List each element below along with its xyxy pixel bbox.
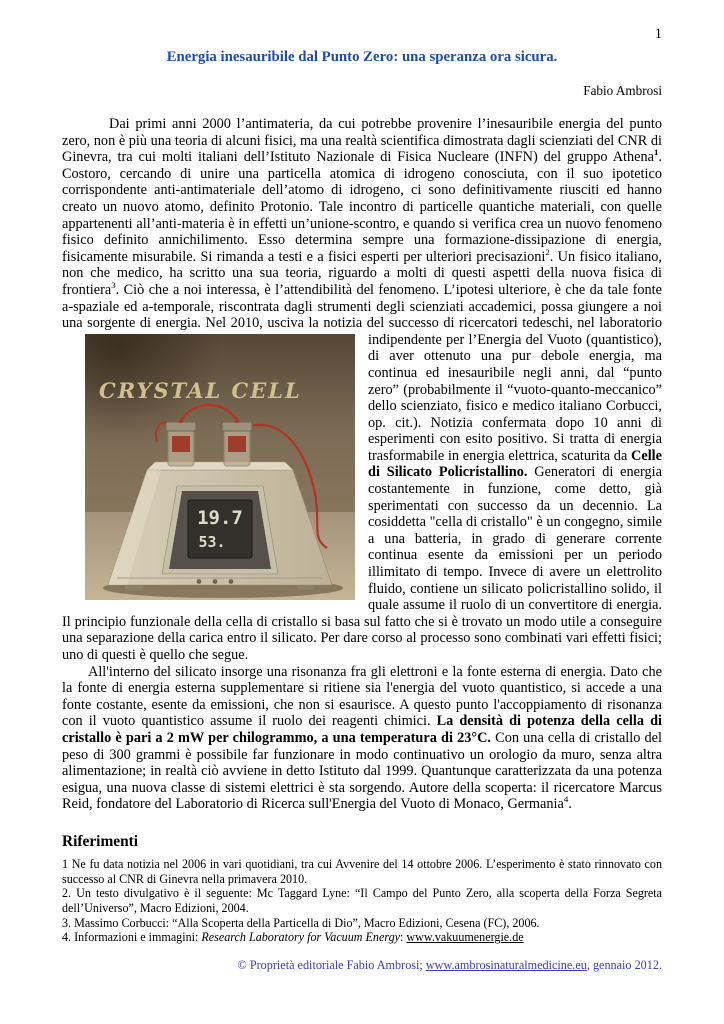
ambrosinaturalmedicine-link[interactable]: www.ambrosinaturalmedicine.eu bbox=[425, 958, 587, 973]
text-segment: 3 bbox=[111, 280, 116, 291]
text-segment: All'interno del silicato insorge una risonanza fra gli elettroni e la fonte esterna di energia. Dato che la fonte di energia esterna supplementare si ritiene sia l'energia del vuoto quantistico, si accede a una fonte costante, esente da emissioni, che non si esaurisce. A questo punto l'accoppiamento di risonanza con il vuoto quantistico assume il ruolo dei reagenti chimici. bbox=[62, 663, 662, 730]
text-segment: . Un fisico italiano, non che medico, ha scritto una sua teoria, riguardo a molti di questi aspetti della nuova fisica di frontiera bbox=[62, 248, 662, 298]
text-segment: . Costoro, cercando di unire una particella atomica di idrogeno conosciuta, con il suo ipotetico corrispondente anti-antimateriale dell’atomo di idrogeno, ci sono definitivamente riusciti ed hanno creato un nuovo atomo, definito Protonio. Tale incontro di particelle quantiche materiali, con quelle appartenenti all’anti-materia è in effetti un’unione-scontro, e quando si verifica crea un nuovo fenomeno fisico definito annichilimento. Esso determina sempre una formazione-dissipazione di energia, fisicamente misurabile. Si rimanda a testi e a fisici esperti per ulteriori precisazioni bbox=[62, 149, 662, 265]
text-segment: 4. Informazioni e immagini: bbox=[62, 930, 202, 945]
reference-item-3 bbox=[62, 916, 662, 931]
text-segment: Celle di Silicato Policristallino. bbox=[368, 447, 662, 481]
text-segment: Con una cella di cristallo del peso di 300 grammi è possibile far funzionare in modo continuativo un orologio da muro, senza altra alimentazione; in realtà ciò avviene in detto Istituto dal 1999. Quantunque caratterizzata da una potenza esigua, una nuova classe di sistemi elettrici è sta sorgendo. Autore della scoperta: il ricercatore Marcus Reid, fondatore del Laboratorio di Ricerca sull'Energia del Vuoto di Monaco, Germania bbox=[62, 729, 662, 813]
text-segment: 3. Massimo Corbucci: “Alla Scoperta della Particella di Dio”, Macro Edizioni, Cesena (FC), 2006. bbox=[62, 915, 540, 930]
crystal-cell-photo-image bbox=[85, 334, 355, 600]
page-number: 1 bbox=[654, 26, 662, 42]
lcd-temperature-value: 19.7 bbox=[197, 506, 243, 529]
text-segment: © Proprietà editoriale Fabio Ambrosi; bbox=[237, 958, 426, 973]
paragraph-main bbox=[62, 116, 662, 664]
text-segment: 1 bbox=[653, 147, 659, 158]
text-segment: . Ciò che a noi interessa, è l’attendibilità del fenomeno. L’ipotesi ulteriore, è che da tale fonte a-spaziale ed a-temporale, riscontrata dagli strumenti degli scienziati accademici, possa giungere a noi una sorgente di energia. Nel 2010, usciva la notizia del successo di ricercatori tedeschi, nel laboratorio indipendente per l’Energia del Vuoto (quantistico), bbox=[62, 281, 662, 348]
photo-brand-text: CRYSTAL CELL bbox=[99, 377, 302, 403]
text-segment: 4 bbox=[563, 794, 569, 805]
reference-item-2 bbox=[62, 886, 662, 915]
text-segment: . bbox=[568, 796, 572, 813]
references-heading: Riferimenti bbox=[62, 832, 139, 850]
text-segment: 2 bbox=[545, 246, 550, 257]
text-segment: di aver ottenuto una pur debole energia, ma continua ed inesauribile negli anni, dal “punto zero” (probabilmente il “vuoto-quanto-meccanico” dello scienziato, fisico e medico italiano Corbucci, op. cit.). Notizia confermata dopo 10 anni di esperimenti con esito positivo. Si tratta di energia trasformabile in energia elettrica, scaturita da bbox=[368, 348, 662, 464]
paragraph-main-part1 bbox=[62, 116, 662, 348]
article-title: Energia inesauribile dal Punto Zero: una speranza ora sicura. bbox=[166, 49, 558, 65]
text-segment: Dai primi anni 2000 l’antimateria, da cui potrebbe provenire l’inesauribile energia del punto zero, non è più una teoria di alcuni fisici, ma una realtà scientifica dimostrata dagli scienziati del CNR di Ginevra, tra cui molti italiani dell’Istituto Nazionale di Fisica Nucleare (INFN) del gruppo Athena bbox=[62, 116, 662, 166]
text-segment: Generatori di energia costantemente in funzione, come detto, già sperimentati con successo da un decennio. La cosiddetta "cella di cristallo" è un congegno, simile a una batteria, in grado di generare corrente continua esente da emissioni per un periodo illimitato di tempo. Invece di avere un elettrolito fluido, contiene un silicato policristallino solido, il quale assume il ruolo di un convertitore di energia. Il principio funzionale della cella di cristallo si basa sul fatto che si è trovato un modo utile a conseguire una separazione della carica entro il silicato. Per dare corso al processo sono combinati vari effetti fisici; uno di questi è quello che segue. bbox=[62, 464, 662, 663]
crystal-cell-photo bbox=[85, 334, 355, 600]
text-segment: 1 Ne fu data notizia nel 2006 in vari quotidiani, tra cui Avvenire del 14 ottobre 2006. L’esperimento è stato rinnovato con successo al CNR di Ginevra nella primavera 2010. bbox=[62, 856, 662, 886]
footer-copyright bbox=[62, 958, 662, 973]
text-segment: : bbox=[400, 930, 407, 945]
reference-item-4 bbox=[62, 930, 662, 945]
text-segment: , gennaio 2012. bbox=[586, 958, 662, 973]
reference-item-1 bbox=[62, 857, 662, 886]
text-segment: La densità di potenza della cella di cristallo è pari a 2 mW per chilogrammo, a una temperatura di 23°C. bbox=[62, 713, 662, 746]
lcd-humidity-value: 53. bbox=[198, 532, 226, 551]
vakuumenergie-link[interactable]: www.vakuumenergie.de bbox=[406, 930, 524, 945]
text-segment: 2. Un testo divulgativo è il seguente: Mc Taggard Lyne: “Il Campo del Punto Zero, alla scoperta della Forza Segreta dell’Universo”, Macro Edizioni, 2004. bbox=[62, 886, 662, 916]
text-segment: Research Laboratory for Vacuum Energy bbox=[201, 930, 401, 945]
paragraph-2 bbox=[62, 664, 662, 813]
author-byline: Fabio Ambrosi bbox=[583, 83, 662, 98]
